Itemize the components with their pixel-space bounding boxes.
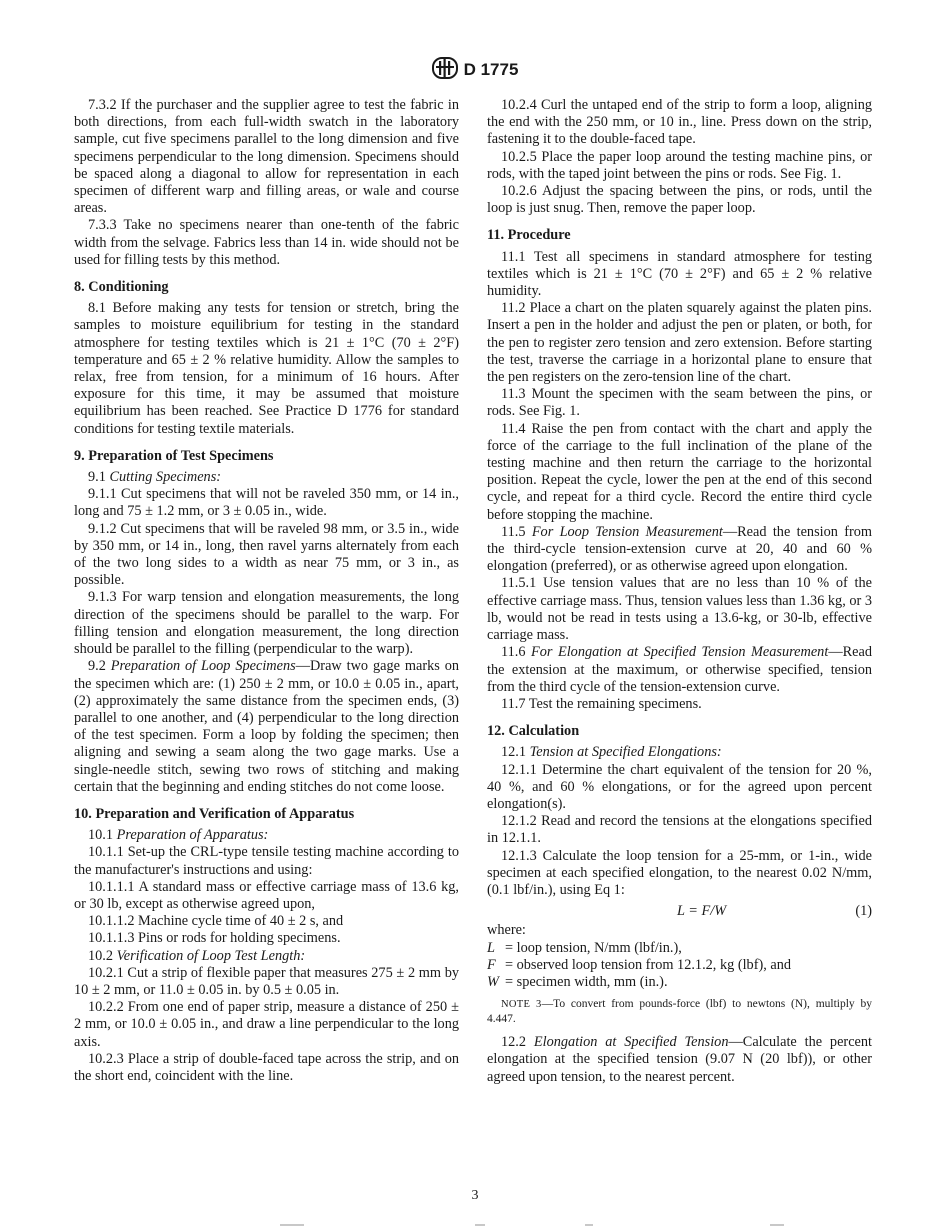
paragraph-12-1: 12.1 Tension at Specified Elongations: [501,744,722,761]
scan-artifact-mark [475,1224,485,1226]
scan-artifact-mark [280,1224,304,1226]
paragraph-9-1-2: 9.1.2 Cut specimens that will be raveled 98 mm, or 3.5 in., wide by 350 mm, or 14 in., long, then ravel yarns alternately from each of the two long sides to a width as near 75 mm, or 3 in., as possible. [74,520,459,589]
section-heading-10: 10. Preparation and Verification of Apparatus [74,805,355,822]
paragraph-11-4: 11.4 Raise the pen from contact with the chart and apply the force of the carriage to the full inclination of the plane of the testing machine and then return the carriage to the horizontal position. Repeat the cycle, lower the pen at the end of this second cycle, and repeat for a third cycle. Record the entire third cycle before stopping the machine. [487,420,872,523]
paragraph-7-3-2: 7.3.2 If the purchaser and the supplier agree to test the fabric in both directions, from each full-width swatch in the laboratory sample, cut five specimens parallel to the long dimension and five specimens perpendicular to the long dimension. Specimens should be spaced along a diagonal to allow for representation in each specimen of different warp and filling areas, or wale and course areas. [74,97,459,217]
paragraph-7-3-3: 7.3.3 Take no specimens nearer than one-tenth of the fabric width from the selvage. Fabrics less than 14 in. wide should not be used for filling tests by this method. [74,217,459,268]
definition-symbol: F [487,956,496,973]
section-heading-12: 12. Calculation [487,723,580,740]
definition-text: = specimen width, mm (in.). [505,973,668,990]
paragraph-10-2-4: 10.2.4 Curl the untaped end of the strip to form a loop, aligning the end with the 250 mm, or 10 in., line. Press down on the strip, fastening it to the double-faced tape. [487,97,872,148]
paragraph-10-2-5: 10.2.5 Place the paper loop around the testing machine pins, or rods, with the taped joint between the pins or rods. See Fig. 1. [487,148,872,182]
paragraph-11-1: 11.1 Test all specimens in standard atmosphere for testing textiles which is 21 ± 1°C (70 ± 2°F) and 65 ± 2 % relative humidity. [487,248,872,300]
paragraph-11-7: 11.7 Test the remaining specimens. [501,695,702,712]
scan-artifact-mark [770,1224,784,1226]
paragraph-12-1-2: 12.1.2 Read and record the tensions at the elongations specified in 12.1.1. [487,813,872,847]
paragraph-9-1: 9.1 Cutting Specimens: [88,469,222,486]
definition-symbol: W [487,973,499,990]
paragraph-12-1-1: 12.1.1 Determine the chart equivalent of the tension for 20 %, 40 %, and 60 % elongations, or for the agreed upon percent elongation(s). [487,761,872,812]
definition-text: = loop tension, N/mm (lbf/in.), [505,939,682,956]
paragraph-9-1-1: 9.1.1 Cut specimens that will not be raveled 350 mm, or 14 in., long and 75 ± 1.2 mm, or 3 ± 0.05 in., wide. [74,486,459,520]
definition-row [487,940,872,957]
paragraph-10-2-2: 10.2.2 From one end of paper strip, measure a distance of 250 ± 2 mm, or 10.0 ± 0.05 in., and draw a line perpendicular to the long axis. [74,999,459,1050]
left-column [74,97,459,1085]
paragraph-10-2-3: 10.2.3 Place a strip of double-faced tape across the strip, and on the short end, coincident with the line. [74,1050,459,1084]
paragraph-11-5: 11.5 For Loop Tension Measurement—Read the tension from the third-cycle tension-extension curve at 20, 40 and 60 % elongation (preferred), or as otherwise agreed upon elongation. [487,523,872,575]
section-heading-8: 8. Conditioning [74,279,169,296]
page-header [0,57,950,84]
section-heading-9: 9. Preparation of Test Specimens [74,447,274,464]
paragraph-10-1: 10.1 Preparation of Apparatus: [88,827,269,844]
scan-artifact-mark [585,1224,593,1226]
paragraph-10-2-1: 10.2.1 Cut a strip of flexible paper that measures 275 ± 2 mm by 10 ± 2 mm, or 11.0 ± 0.05 in. by 0.5 ± 0.05 in. [74,964,459,998]
definition-row [487,957,872,974]
paragraph-8-1: 8.1 Before making any tests for tension or stretch, bring the samples to moisture equilibrium for testing in the standard atmosphere for testing textiles which is 21 ± 1°C (70 ± 2°F) temperature and 65 ± 2 % relative humidity. Allow the samples to relax, free from tension, for a minimum of 16 hours. After exposure for this time, it may be assumed that moisture equilibrium has been reached. See Practice D 1776 for standard conditions for testing textile materials. [74,300,459,437]
paragraph-11-5-1: 11.5.1 Use tension values that are no less than 10 % of the effective carriage mass. Thus, tension values less than 1.36 kg, or 3 lb, would not be read in tests using a 13.6-kg, or 30-lb, effective carriage mass. [487,575,872,644]
paragraph-10-1-1-3: 10.1.1.3 Pins or rods for holding specimens. [88,930,341,947]
paragraph-11-2: 11.2 Place a chart on the platen squarely against the platen pins. Insert a pen in the holder and adjust the pen or platen, or both, for the pen to register zero tension and zero extension. Before starting the test, traverse the carriage in a horizontal plane to ensure that the pen registers on the zero-tension line of the chart. [487,300,872,386]
paragraph-10-2-6: 10.2.6 Adjust the spacing between the pins, or rods, until the loop is just snug. Then, remove the paper loop. [487,183,872,217]
where-label: where: [487,922,526,939]
paragraph-9-1-3: 9.1.3 For warp tension and elongation measurements, the long direction of the specimens should be parallel to the warp. For filling tension and elongation measurement, the long direction should be parallel to the filling (perpendicular to the warp). [74,589,459,658]
paragraph-11-3: 11.3 Mount the specimen with the seam between the pins, or rods. See Fig. 1. [487,386,872,420]
paragraph-12-2: 12.2 Elongation at Specified Tension—Calculate the percent elongation at the specified tension (9.07 N (20 lbf)), or other agreed upon tension, to the nearest percent. [487,1034,873,1085]
equation-number: (1) [855,903,872,920]
astm-logo-icon [432,57,458,84]
standard-designation: D 1775 [463,60,519,79]
paragraph-12-1-3: 12.1.3 Calculate the loop tension for a 25-mm, or 1-in., wide specimen at each specified elongation, to the nearest 0.02 N/mm, (0.1 lbf/in.), using Eq 1: [487,847,872,898]
definition-row [487,974,872,991]
section-heading-11: 11. Procedure [487,227,571,244]
paragraph-9-2: 9.2 Preparation of Loop Specimens—Draw two gage marks on the specimen which are: (1) 250 ± 2 mm, or 10.0 ± 0.05 in., apart, (2) approximately the same distance from the specimen ends, (3) parallel to one another, and (4) perpendicular to the long direction of the test specimen. Form a loop by folding the specimen; then aligning and sewing a seam along the two gage marks. Use a single-needle stitch, sewing two rows of stitching and making certain that the beginning and ending stitches do not come loose. [74,658,459,795]
paragraph-10-1-1: 10.1.1 Set-up the CRL-type tensile testing machine according to the manufacturer's instructions and using: [74,844,459,878]
paragraph-11-6: 11.6 For Elongation at Specified Tension Measurement—Read the extension at the maximum, or otherwise specified, tension from the third cycle of the tension-extension curve. [487,644,872,695]
note-3: NOTE 3—To convert from pounds-force (lbf) to newtons (N), multiply by 4.447. [487,998,872,1026]
page-number: 3 [471,1188,479,1203]
definition-symbol: L [487,939,495,956]
paragraph-10-1-1-1: 10.1.1.1 A standard mass or effective carriage mass of 13.6 kg, or 30 lb, except as otherwise agreed upon, [74,878,459,912]
paragraph-10-1-1-2: 10.1.1.2 Machine cycle time of 40 ± 2 s, and [88,913,344,930]
equation-formula: L = F/W [677,903,727,920]
definition-text: = observed loop tension from 12.1.2, kg (lbf), and [505,956,792,973]
equation-1 [487,903,872,920]
right-column [487,97,872,1086]
paragraph-10-2: 10.2 Verification of Loop Test Length: [88,947,306,964]
